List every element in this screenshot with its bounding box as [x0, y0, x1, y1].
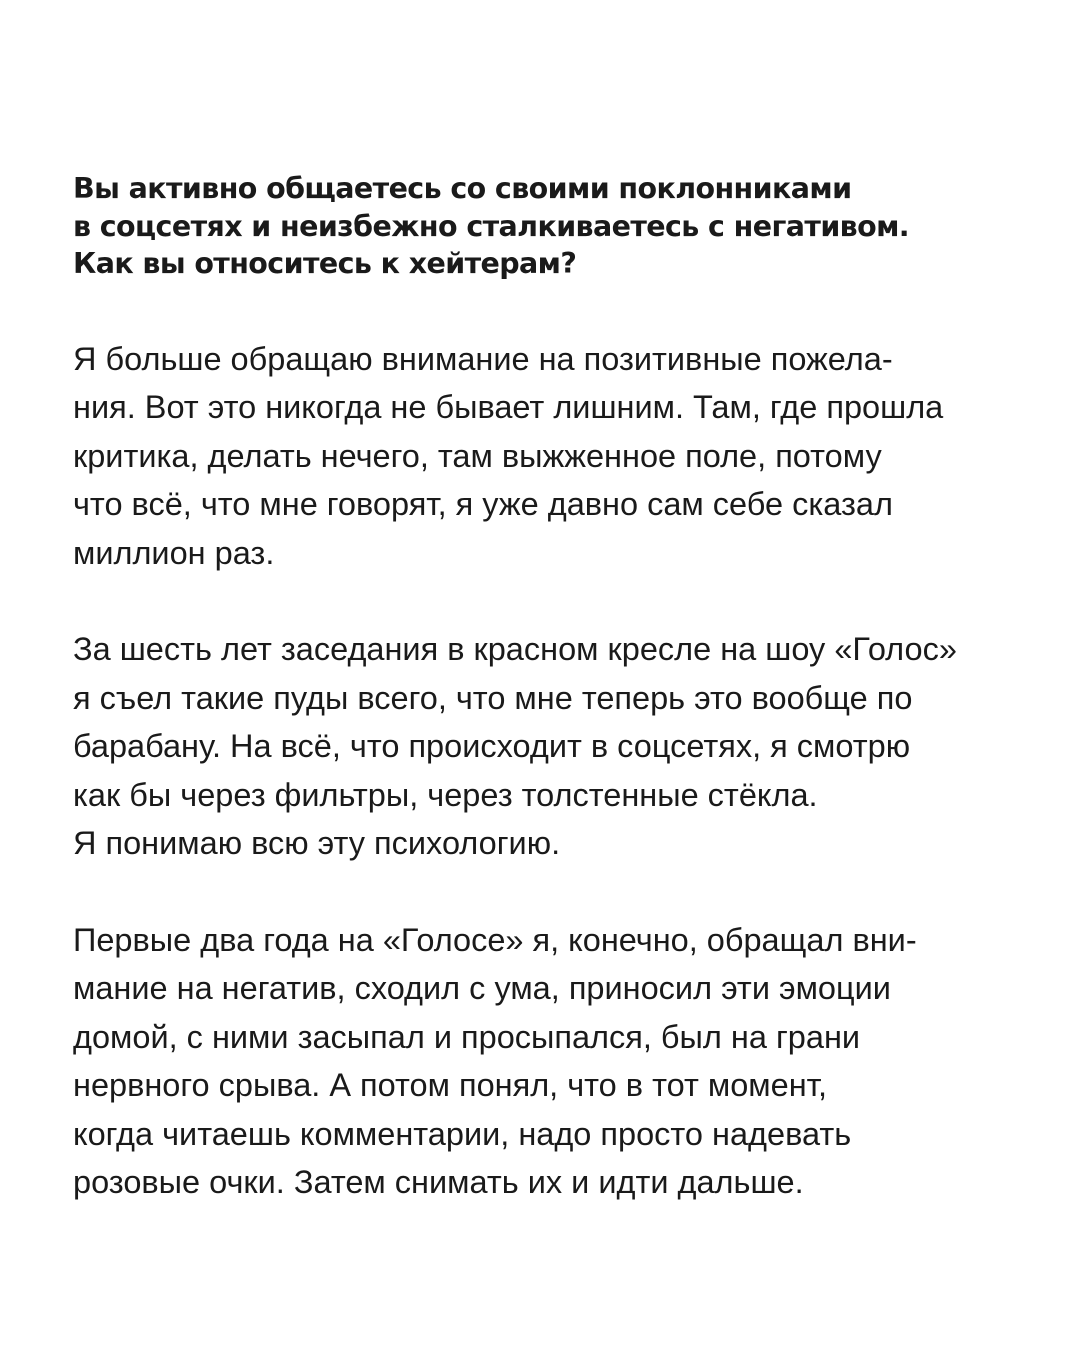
- paragraph-line: миллион раз.: [73, 534, 275, 571]
- answer-paragraph-2: [73, 625, 1033, 868]
- paragraph-line: критика, делать нечего, там выжженное поле, потому: [73, 437, 882, 474]
- paragraph-line: как бы через фильтры, через толстенные стёкла.: [73, 776, 818, 813]
- paragraph-line: Я понимаю всю эту психологию.: [73, 825, 561, 861]
- paragraph-line: нервного срыва. А потом понял, что в тот момент,: [73, 1067, 827, 1103]
- article-page: [73, 170, 1033, 1255]
- answer-paragraph-1: [73, 335, 1033, 578]
- interview-question: [73, 170, 1033, 283]
- interview-answer: [73, 335, 1033, 1207]
- paragraph-line: За шесть лет заседания в красном кресле на шоу «Голос»: [73, 631, 957, 667]
- question-line: Вы активно общаетесь со своими поклонниками: [73, 172, 852, 205]
- paragraph-line: что всё, что мне говорят, я уже давно сам себе сказал: [73, 486, 893, 522]
- answer-paragraph-3: [73, 916, 1033, 1207]
- paragraph-line: когда читаешь комментарии, надо просто надевать: [73, 1115, 852, 1152]
- question-line: в соцсетях и неизбежно сталкиваетесь с негативом.: [73, 209, 910, 243]
- paragraph-line: мание на негатив, сходил с ума, приносил эти эмоции: [73, 970, 891, 1006]
- paragraph-line: домой, с ними засыпал и просыпался, был на грани: [73, 1018, 861, 1055]
- paragraph-line: барабану. На всё, что происходит в соцсетях, я смотрю: [73, 728, 911, 764]
- paragraph-line: ния. Вот это никогда не бывает лишним. Там, где прошла: [73, 389, 944, 425]
- paragraph-line: розовые очки. Затем снимать их и идти дальше.: [73, 1164, 804, 1200]
- paragraph-line: я съел такие пуды всего, что мне теперь это вообще по: [73, 679, 913, 716]
- paragraph-line: Я больше обращаю внимание на позитивные пожела-: [73, 340, 893, 377]
- paragraph-line: Первые два года на «Голосе» я, конечно, обращал вни-: [73, 921, 917, 958]
- question-line: Как вы относитесь к хейтерам?: [73, 247, 577, 280]
